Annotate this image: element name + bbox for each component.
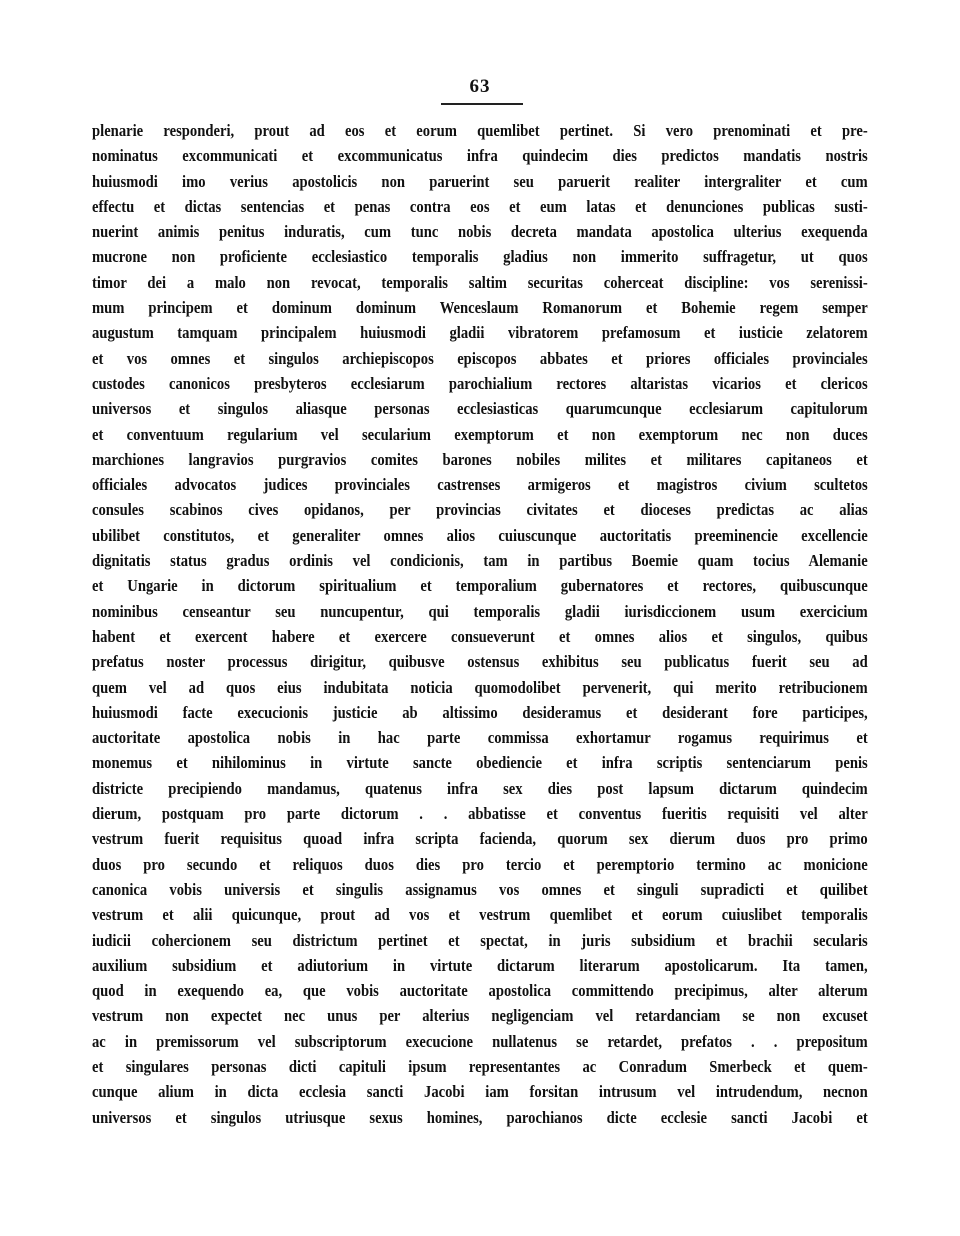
text-line: monemus et nihilominus in virtute sancte obediencie et infra scriptis sentenciarum penis xyxy=(92,753,868,773)
text-line: officiales advocatos judices provinciales castrenses armigeros et magistros civium scultetos xyxy=(92,475,868,495)
text-line: effectu et dictas sentencias et penas contra eos et eum latas et denunciones publicas susti- xyxy=(92,196,868,216)
text-line: auxilium subsidium et adiutorium in virtute dictarum literarum apostolicarum. Ita tamen, xyxy=(92,955,868,975)
text-line: universos et singulos utriusque sexus homines, parochianos dicte ecclesie sancti Jacobi et xyxy=(92,1107,868,1127)
text-line: quod in exequendo ea, que vobis auctoritate apostolica committendo precipimus, alter alterum xyxy=(92,981,868,1001)
text-line: et vos omnes et singulos archiepiscopos episcopos abbates et priores officiales provinciales xyxy=(92,348,868,368)
text-line: districte precipiendo mandamus, quatenus infra sex dies post lapsum dictarum quindecim xyxy=(92,778,868,798)
text-line: ac in premissorum vel subscriptorum execucione nullatenus se retardet, prefatos . . prepositum xyxy=(92,1031,868,1051)
text-line: plenarie responderi, prout ad eos et eorum quemlibet pertinet. Si vero prenominati et pre- xyxy=(92,121,868,140)
text-line: mucrone non proficiente ecclesiastico temporalis gladius non immerito suffragetur, ut quos xyxy=(92,247,868,267)
text-line: nominatus excommunicati et excommunicatus infra quindecim dies predictos mandatis nostris xyxy=(92,146,868,166)
text-line: nominibus censeantur seu nuncupentur, qui temporalis gladii iurisdiccionem usum exercicium xyxy=(92,601,868,621)
text-line: huiusmodi facte execucionis justicie ab altissimo desideramus et desiderant fore participes, xyxy=(92,702,868,722)
text-line: vestrum fuerit requisitus quoad infra scripta facienda, quorum sex dierum duos pro primo xyxy=(92,829,868,849)
text-line: augustum tamquam principalem huiusmodi gladii vibratorem prefamosum et iusticie zelatorem xyxy=(92,323,868,343)
text-line: canonica vobis universis et singulis assignamus vos omnes et singuli supradicti et quilibet xyxy=(92,879,868,899)
text-line: custodes canonicos presbyteros ecclesiarum parochialium rectores altaristas vicarios et clericos xyxy=(92,373,868,393)
text-line: vestrum et alii quicunque, prout ad vos et vestrum quemlibet et eorum cuiuslibet temporalis xyxy=(92,905,868,925)
text-line: consules scabinos cives opidanos, per provincias civitates et dioceses predictas ac alias xyxy=(92,500,868,520)
text-line: universos et singulos aliasque personas ecclesiasticas quarumcunque ecclesiarum capitulorum xyxy=(92,399,868,419)
text-line: iudicii cohercionem seu districtum pertinet et spectat, in juris subsidium et brachii secularis xyxy=(92,930,868,950)
text-line: vestrum non expectet nec unus per alterius negligenciam vel retardanciam se non excuset xyxy=(92,1006,868,1026)
text-line: marchiones langravios purgravios comites barones nobiles milites et militares capitaneos et xyxy=(92,449,868,469)
page-number: 63 xyxy=(469,76,491,97)
text-line: cunque alium in dicta ecclesia sancti Jacobi iam forsitan intrusum vel intrudendum, necnon xyxy=(92,1082,868,1102)
body-text xyxy=(92,118,868,1130)
text-line: quem vel ad quos eius indubitata noticia quomodolibet pervenerit, qui merito retribucionem xyxy=(92,677,868,697)
text-line: ubilibet constitutos, et generaliter omnes alios cuiuscunque auctoritatis preeminencie excellencie xyxy=(92,525,868,545)
text-line: auctoritate apostolica nobis in hac parte commissa exhortamur rogamus requirimus et xyxy=(92,728,868,748)
header-rule xyxy=(441,103,523,105)
text-line: nuerint animis penitus induratis, cum tunc nobis decreta mandata apostolica ulterius exequenda xyxy=(92,222,868,242)
text-line: et conventuum regularium vel secularium exemptorum et non exemptorum nec non duces xyxy=(92,424,868,444)
text-line: et singulares personas dicti capituli ipsum representantes ac Conradum Smerbeck et quem- xyxy=(92,1056,868,1076)
text-line: timor dei a malo non revocat, temporalis saltim securitas coherceat discipline: vos serenissi- xyxy=(92,272,868,292)
text-line: prefatus noster processus dirigitur, quibusve ostensus exhibitus seu publicatus fuerit seu ad xyxy=(92,652,868,672)
text-line: et Ungarie in dictorum spiritualium et temporalium gubernatores et rectores, quibuscunque xyxy=(92,576,868,596)
text-line: duos pro secundo et reliquos duos dies pro tercio et peremptorio termino ac monicione xyxy=(92,854,868,874)
text-line: mum principem et dominum dominum Wenceslaum Romanorum et Bohemie regem semper xyxy=(92,298,868,318)
text-line: dierum, postquam pro parte dictorum . . abbatisse et conventus fueritis requisiti vel alter xyxy=(92,804,868,824)
text-line: dignitatis status gradus ordinis vel condicionis, tam in partibus Boemie quam tocius Alemanie xyxy=(92,551,868,571)
text-line: huiusmodi imo verius apostolicis non paruerint seu paruerit realiter intergraliter et cum xyxy=(92,171,868,191)
text-line: habent et exercent habere et exercere consueverunt et omnes alios et singulos, quibus xyxy=(92,626,868,646)
